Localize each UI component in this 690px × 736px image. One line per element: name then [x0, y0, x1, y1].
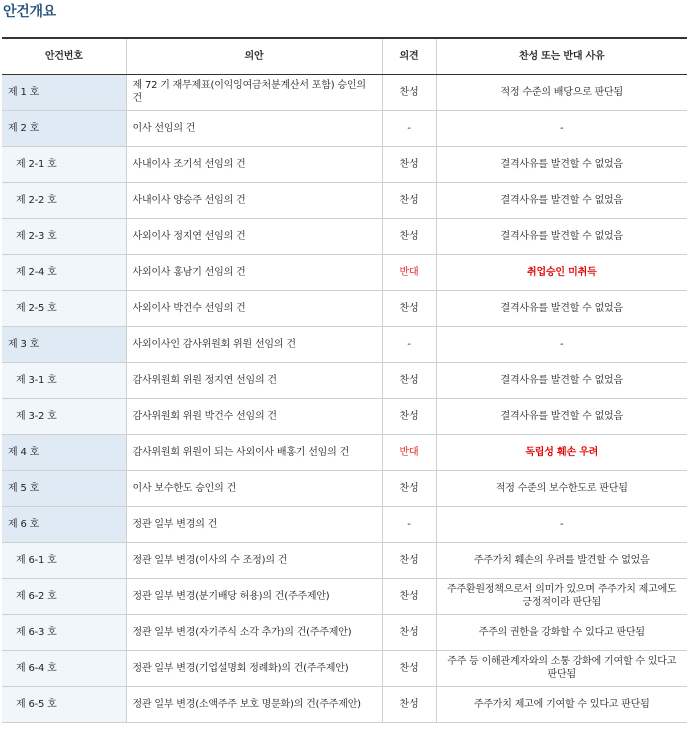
table-row [2, 218, 687, 254]
reason-cell: - [436, 110, 687, 146]
reason-cell: 결격사유를 발견할 수 없었음 [436, 362, 687, 398]
page-title: 안건개요 [3, 4, 56, 20]
agenda-title-cell: 감사위원회 위원 정지연 선임의 건 [126, 362, 382, 398]
agenda-number-cell: 제 6-3 호 [2, 614, 126, 650]
agenda-number-cell: 제 6-4 호 [2, 650, 126, 686]
reason-cell: 결격사유를 발견할 수 없었음 [436, 290, 687, 326]
agenda-number-cell: 제 3-2 호 [2, 398, 126, 434]
table-row [2, 614, 687, 650]
table-row [2, 182, 687, 218]
table-row [2, 146, 687, 182]
table-row [2, 686, 687, 722]
reason-cell: 독립성 훼손 우려 [436, 434, 687, 470]
reason-cell: 주주 등 이해관계자와의 소통 강화에 기여할 수 있다고 판단됨 [436, 650, 687, 686]
table-row [2, 578, 687, 614]
agenda-table-body [2, 74, 687, 722]
reason-cell: 주주가치 제고에 기여할 수 있다고 판단됨 [436, 686, 687, 722]
table-row [2, 434, 687, 470]
agenda-title-cell: 감사위원회 위원 박건수 선임의 건 [126, 398, 382, 434]
table-row [2, 542, 687, 578]
agenda-title-cell: 정관 일부 변경의 건 [126, 506, 382, 542]
opinion-cell: - [382, 326, 436, 362]
agenda-number-cell: 제 4 호 [2, 434, 126, 470]
agenda-title-cell: 사내이사 양승주 선임의 건 [126, 182, 382, 218]
opinion-cell: - [382, 506, 436, 542]
reason-cell: - [436, 506, 687, 542]
opinion-cell: 찬성 [382, 398, 436, 434]
table-row [2, 254, 687, 290]
table-row [2, 506, 687, 542]
table-row [2, 290, 687, 326]
agenda-number-cell: 제 2-1 호 [2, 146, 126, 182]
agenda-title-cell: 정관 일부 변경(소액주주 보호 명문화)의 건(주주제안) [126, 686, 382, 722]
table-row [2, 74, 687, 110]
agenda-title-cell: 제 72 기 재무제표(이익잉여금처분계산서 포함) 승인의 건 [126, 74, 382, 110]
agenda-number-cell: 제 3-1 호 [2, 362, 126, 398]
reason-cell: 주주가치 훼손의 우려를 발견할 수 없었음 [436, 542, 687, 578]
reason-cell: 취업승인 미취득 [436, 254, 687, 290]
opinion-cell: 찬성 [382, 542, 436, 578]
agenda-title-cell: 사외이사 정지연 선임의 건 [126, 218, 382, 254]
header-opinion: 의견 [382, 38, 436, 74]
opinion-cell: 찬성 [382, 74, 436, 110]
table-row [2, 110, 687, 146]
opinion-cell: 찬성 [382, 218, 436, 254]
table-row [2, 362, 687, 398]
opinion-cell: 찬성 [382, 290, 436, 326]
table-row [2, 326, 687, 362]
opinion-cell: 반대 [382, 254, 436, 290]
opinion-cell: - [382, 110, 436, 146]
reason-cell: 결격사유를 발견할 수 없었음 [436, 398, 687, 434]
agenda-number-cell: 제 5 호 [2, 470, 126, 506]
agenda-title-cell: 사내이사 조기석 선임의 건 [126, 146, 382, 182]
agenda-number-cell: 제 1 호 [2, 74, 126, 110]
agenda-number-cell: 제 2-3 호 [2, 218, 126, 254]
opinion-cell: 찬성 [382, 650, 436, 686]
opinion-cell: 찬성 [382, 614, 436, 650]
opinion-cell: 찬성 [382, 686, 436, 722]
reason-cell: 결격사유를 발견할 수 없었음 [436, 218, 687, 254]
agenda-number-cell: 제 6-5 호 [2, 686, 126, 722]
agenda-title-cell: 정관 일부 변경(이사의 수 조정)의 건 [126, 542, 382, 578]
table-row [2, 398, 687, 434]
agenda-number-cell: 제 2-2 호 [2, 182, 126, 218]
agenda-title-cell: 정관 일부 변경(기업설명회 정례화)의 건(주주제안) [126, 650, 382, 686]
opinion-cell: 찬성 [382, 182, 436, 218]
reason-cell: 적정 수준의 배당으로 판단됨 [436, 74, 687, 110]
reason-cell: - [436, 326, 687, 362]
table-header-row [2, 38, 687, 74]
agenda-title-cell: 사외이사 박건수 선임의 건 [126, 290, 382, 326]
reason-cell: 결격사유를 발견할 수 없었음 [436, 146, 687, 182]
table-row [2, 470, 687, 506]
reason-cell: 주주환원정책으로서 의미가 있으며 주주가치 제고에도 긍정적이라 판단됨 [436, 578, 687, 614]
agenda-title-cell: 감사위원회 위원이 되는 사외이사 배홍기 선임의 건 [126, 434, 382, 470]
agenda-title-cell: 이사 선임의 건 [126, 110, 382, 146]
opinion-cell: 찬성 [382, 578, 436, 614]
agenda-number-cell: 제 2 호 [2, 110, 126, 146]
header-agenda: 의안 [126, 38, 382, 74]
header-reason: 찬성 또는 반대 사유 [436, 38, 687, 74]
opinion-cell: 찬성 [382, 362, 436, 398]
agenda-title-cell: 사외이사인 감사위원회 위원 선임의 건 [126, 326, 382, 362]
agenda-title-cell: 이사 보수한도 승인의 건 [126, 470, 382, 506]
agenda-number-cell: 제 3 호 [2, 326, 126, 362]
reason-cell: 적정 수준의 보수한도로 판단됨 [436, 470, 687, 506]
agenda-number-cell: 제 2-4 호 [2, 254, 126, 290]
opinion-cell: 찬성 [382, 470, 436, 506]
agenda-title-cell: 사외이사 홍남기 선임의 건 [126, 254, 382, 290]
reason-cell: 결격사유를 발견할 수 없었음 [436, 182, 687, 218]
table-row [2, 650, 687, 686]
agenda-number-cell: 제 6-2 호 [2, 578, 126, 614]
header-number: 안건번호 [2, 38, 126, 74]
opinion-cell: 반대 [382, 434, 436, 470]
agenda-title-cell: 정관 일부 변경(분기배당 허용)의 건(주주제안) [126, 578, 382, 614]
agenda-number-cell: 제 6-1 호 [2, 542, 126, 578]
opinion-cell: 찬성 [382, 146, 436, 182]
agenda-table [2, 37, 687, 723]
reason-cell: 주주의 권한을 강화할 수 있다고 판단됨 [436, 614, 687, 650]
agenda-title-cell: 정관 일부 변경(자기주식 소각 추가)의 건(주주제안) [126, 614, 382, 650]
agenda-number-cell: 제 2-5 호 [2, 290, 126, 326]
agenda-number-cell: 제 6 호 [2, 506, 126, 542]
